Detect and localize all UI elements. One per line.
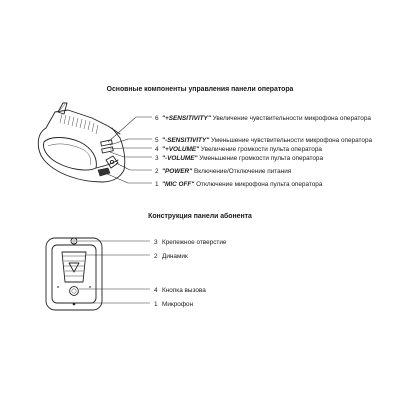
microphone-hole	[73, 303, 76, 306]
subscriber-item-1-label: Микрофон	[162, 301, 194, 308]
leader-line-3	[110, 152, 152, 157]
speaker-cone	[69, 263, 79, 272]
operator-item-1-label	[162, 181, 323, 188]
subscriber-item-4-label: Кнопка вызова	[162, 287, 206, 294]
right-marker	[89, 286, 91, 288]
microphone-gooseneck	[58, 103, 67, 114]
operator-item-2-label	[162, 168, 292, 175]
subscriber-labels	[154, 239, 227, 308]
subscriber-panel-title: Конструкция панели абонента	[148, 213, 252, 220]
subscriber-leader-lines	[75, 241, 150, 303]
console-body-outline	[38, 128, 125, 182]
volume-buttons	[102, 147, 114, 153]
operator-item-3-number: 3	[155, 155, 159, 162]
console-hatched-strip	[60, 114, 98, 134]
subscriber-item-1-number: 1	[154, 301, 158, 308]
leader-line-6	[108, 117, 152, 142]
subscriber-item-3-label: Крепежное отверстие	[162, 239, 227, 246]
operator-item-4-label	[162, 146, 322, 153]
operator-item-1-key: "MIC OFF"	[162, 181, 195, 188]
speaker-grille	[62, 252, 86, 282]
subscriber-item-2-label: Динамик	[162, 253, 188, 260]
panel-housing	[46, 238, 102, 310]
speaker-grille-outline	[62, 252, 86, 282]
operator-item-4-desc: Увеличение громкости пульта оператора	[199, 146, 322, 153]
mounting-hole	[71, 238, 77, 244]
leader-line-2	[116, 163, 152, 170]
left-marker	[57, 286, 59, 288]
power-button	[106, 156, 118, 168]
console-front-recess	[44, 138, 97, 171]
mic-off-button	[98, 168, 110, 176]
operator-item-6-key: "+SENSITIVITY"	[162, 115, 211, 122]
operator-item-4-key: "+VOLUME"	[162, 146, 200, 153]
operator-item-1-desc: Отключение микрофона пульта оператора	[194, 181, 323, 188]
call-button	[70, 287, 79, 296]
operator-item-3-desc: Уменьшение громкости пульта оператора	[197, 155, 324, 162]
operator-item-6-label	[162, 115, 371, 122]
operator-leader-lines	[105, 117, 152, 183]
operator-item-4-number: 4	[155, 146, 159, 153]
operator-item-3-key: "-VOLUME"	[162, 155, 198, 162]
operator-item-2-number: 2	[155, 168, 159, 175]
operator-item-6-number: 6	[155, 115, 159, 122]
subscriber-item-4-number: 4	[154, 287, 158, 294]
subscriber-item-3-number: 3	[154, 239, 158, 246]
operator-panel-title: Основные компоненты управления панели оператора	[106, 86, 294, 93]
leader-line-5	[110, 139, 152, 145]
subscriber-item-2-number: 2	[154, 253, 158, 260]
console-top-ridge	[46, 110, 120, 134]
operator-item-5-number: 5	[155, 137, 159, 144]
operator-item-2-key: "POWER"	[162, 168, 193, 175]
leader-line-4	[110, 148, 152, 149]
subscriber-panel-drawing	[46, 238, 102, 310]
operator-item-2-desc: Включение/Отключение питания	[192, 168, 292, 175]
panel-face-plate	[52, 245, 96, 303]
operator-item-5-label	[162, 137, 372, 144]
operator-item-5-key: "-SENSITIVITY"	[162, 137, 210, 144]
leader-line-1	[105, 173, 152, 183]
operator-labels	[155, 115, 372, 188]
operator-item-3-label	[162, 155, 323, 162]
operator-item-6-desc: Увеличение чувствительности микрофона оператора	[210, 115, 371, 122]
operator-item-1-number: 1	[155, 181, 159, 188]
operator-item-5-desc: Уменьшение чувствительности микрофона оператора	[209, 137, 373, 144]
operator-console-drawing	[38, 103, 125, 182]
